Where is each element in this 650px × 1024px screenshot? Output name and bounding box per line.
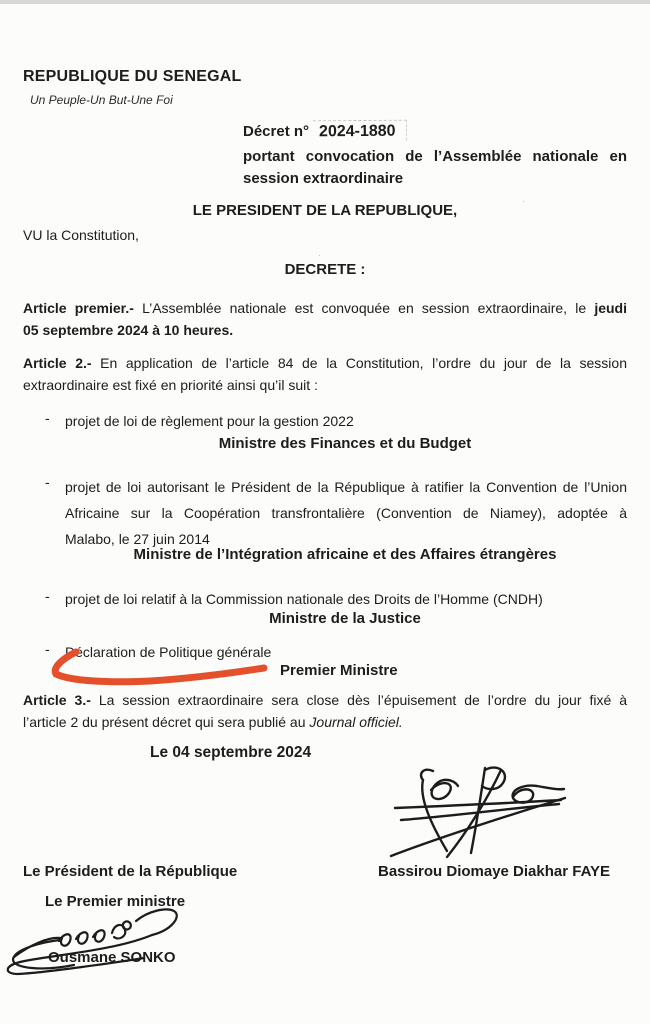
article-1-date-start: jeudi [594, 300, 627, 316]
agenda-item-3-text: projet de loi relatif à la Commission nationale des Droits de l’Homme (CNDH) [65, 591, 543, 607]
agenda-item-2-line3: Malabo, le 27 juin 2014 [65, 531, 210, 547]
bullet-dash: - [45, 474, 50, 490]
decree-subject-line2: session extraordinaire [243, 170, 404, 187]
article-2-label: Article 2.- [23, 355, 92, 371]
article-2-text: En application de l’article 84 de la Constitution, l’ordre du jour de la session [91, 355, 627, 371]
agenda-item-4-text: Déclaration de Politique générale [65, 644, 272, 660]
minister-justice: Ministre de la Justice [269, 610, 421, 627]
agenda-item-2 [23, 474, 627, 552]
article-3-line1 [23, 689, 627, 711]
president-name: Bassirou Diomaye Diakhar FAYE [378, 863, 611, 880]
article-2-line1 [23, 352, 627, 374]
visa-line: VU la Constitution, [23, 227, 139, 243]
article-1-text: L’Assemblée nationale est convoquée en session extraordinaire, le [133, 300, 595, 316]
agenda-item-1 [23, 410, 627, 432]
article-1-label: Article premier.- [23, 300, 134, 316]
president-title: Le Président de la République [23, 863, 238, 880]
decree-label: Décret n° [243, 123, 310, 140]
journal-officiel-ref: Journal officiel. [309, 714, 403, 730]
signing-date: Le 04 septembre 2024 [150, 744, 312, 761]
red-marker-underline [40, 645, 275, 687]
scan-edge-artifact [0, 0, 650, 4]
republic-title: REPUBLIQUE DU SENEGAL [23, 68, 242, 85]
president-signature [383, 756, 568, 862]
article-1 [23, 297, 627, 341]
article-1-line2: 05 septembre 2024 à 10 heures. [23, 322, 234, 338]
pm-name: Ousmane SONKO [48, 949, 176, 966]
president-heading: LE PRESIDENT DE LA REPUBLIQUE, [192, 202, 458, 219]
bullet-dash: - [45, 588, 50, 604]
agenda-item-2-line1: projet de loi autorisant le Président de la République à ratifier la Convention de l’Union [65, 479, 627, 495]
agenda-item-3 [23, 588, 627, 610]
article-1-line1 [23, 297, 627, 319]
agenda-item-1-text: projet de loi de règlement pour la gestion 2022 [65, 413, 354, 429]
decree-subject-line1: portant convocation de l’Assemblée nationale en [243, 148, 627, 165]
minister-integration: Ministre de l’Intégration africaine et des Affaires étrangères [133, 546, 557, 563]
minister-premier: Premier Ministre [280, 662, 398, 679]
decree-number-line [243, 120, 407, 141]
decrete-heading: DECRETE : [284, 261, 366, 278]
decree-number: 2024-1880 [313, 120, 407, 142]
article-2-line2: extraordinaire est fixé en priorité ainsi qu’il suit : [23, 377, 318, 393]
article-3 [23, 689, 627, 733]
article-3-text: La session extraordinaire sera close dès l’épuisement de l’ordre du jour fixé à [90, 692, 627, 708]
decree-subject [243, 146, 627, 190]
faye-signature-icon [383, 756, 568, 862]
article-3-text2: l’article 2 du présent décret qui sera publié au [23, 714, 310, 730]
bullet-dash: - [45, 410, 50, 426]
scan-speck: · [318, 250, 321, 260]
bullet-dash: - [45, 641, 50, 657]
article-2 [23, 352, 627, 396]
red-marker-underline-icon [40, 645, 275, 687]
article-3-label: Article 3.- [23, 692, 91, 708]
scan-speck: · [522, 196, 525, 206]
article-3-line2 [23, 711, 627, 733]
pm-title: Le Premier ministre [45, 893, 186, 910]
agenda-item-2-line2: Africaine sur la Coopération transfrontalière (Convention de Niamey), adoptée à [65, 505, 627, 521]
national-motto: Un Peuple-Un But-Une Foi [30, 93, 173, 107]
agenda-item-2-text [65, 474, 627, 552]
minister-finances: Ministre des Finances et du Budget [218, 435, 472, 452]
